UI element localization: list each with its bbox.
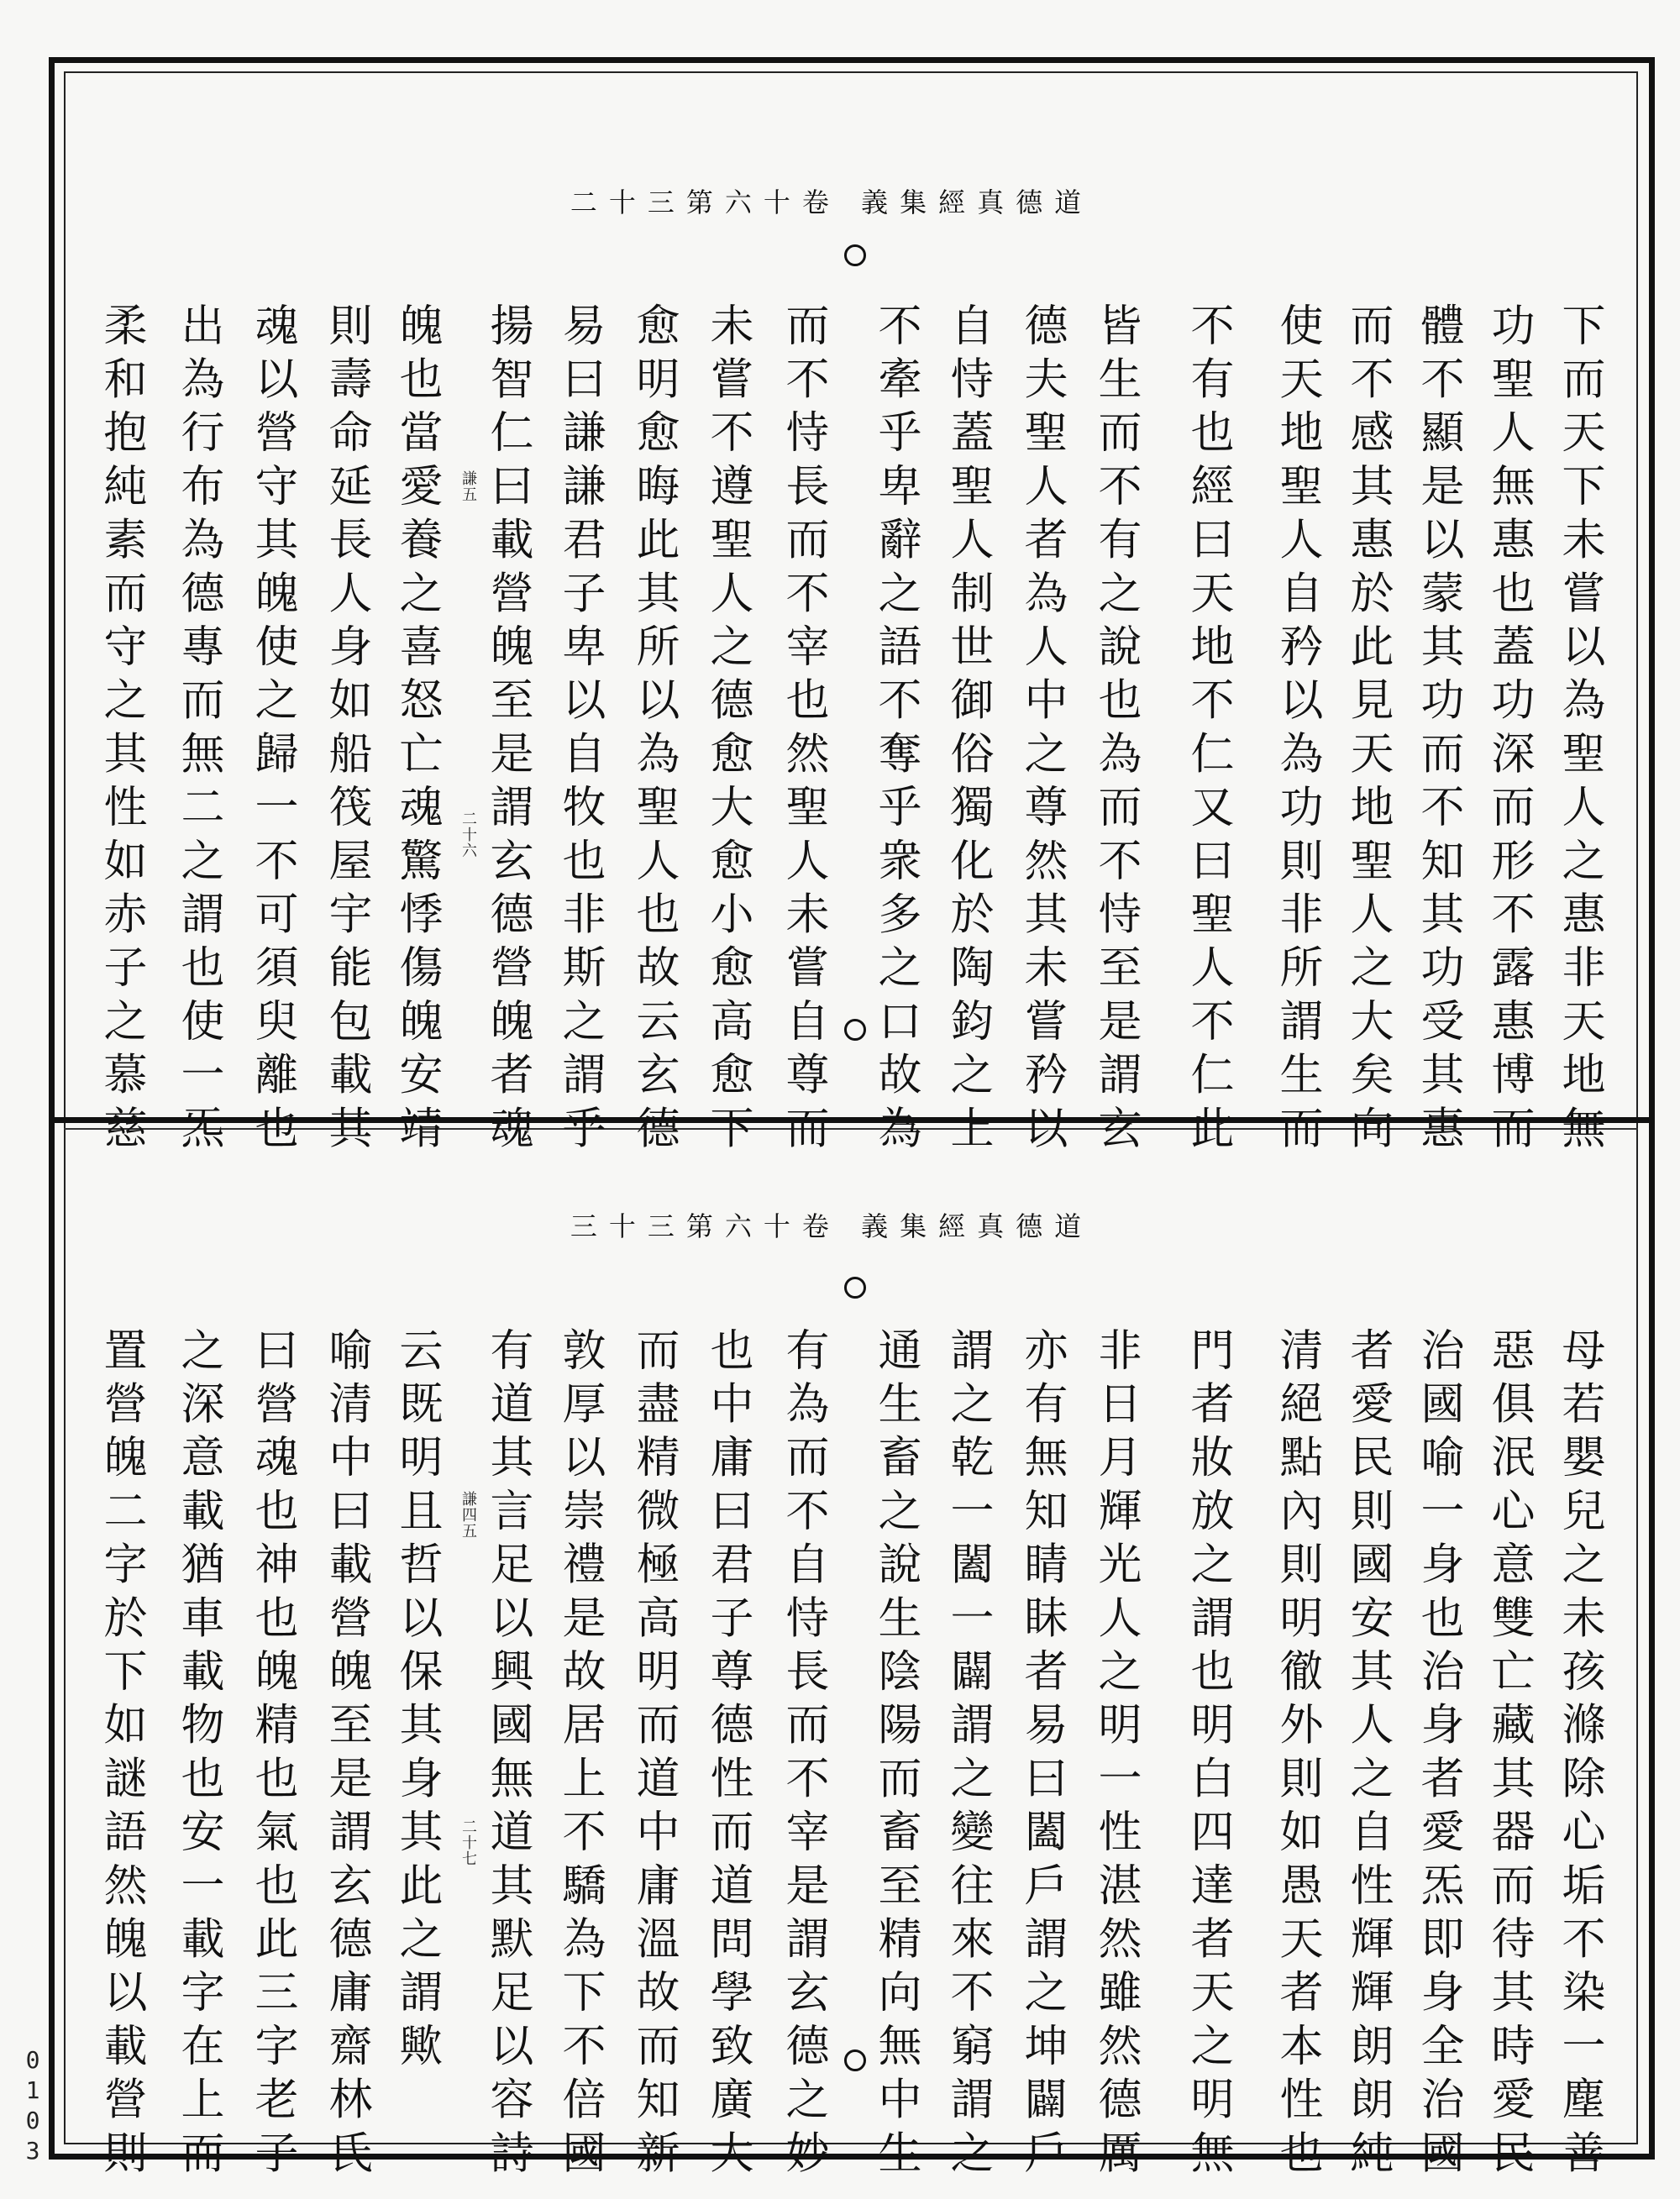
text-column: 而盡精微極高明而道中庸溫故而知新 (628, 1327, 679, 2184)
text-column: 置營魄二字於下如謎語然魄以載營則 (96, 1327, 146, 2184)
text-column: 功聖人無惠也蓋功深而形不露惠博而 (1483, 302, 1534, 1159)
text-column: 敦厚以崇禮是故居上不驕為下不倍國 (554, 1327, 605, 2184)
leaf-number: 二十七 (459, 1819, 477, 1866)
bottom-panel-header: 道德真經集義 卷十六第三十三 (570, 1210, 1094, 1242)
text-column: 非日月輝光人之明一性湛然雖然德厲 (1090, 1327, 1141, 2184)
text-column: 體不顯是以蒙其功而不知其功受其惠 (1413, 302, 1463, 1159)
panel-divider-inner (64, 1128, 1638, 1130)
text-column: 惡俱泯心意雙亡藏其器而待其時愛民 (1483, 1327, 1534, 2184)
top-panel-header: 道德真經集義 卷十六第三十二 (570, 186, 1094, 218)
text-column: 母若嬰兒之未孩滌除心垢不染一塵善 (1554, 1327, 1604, 2184)
text-column: 易曰謙謙君子卑以自牧也非斯之謂乎 (554, 302, 605, 1159)
text-column: 云既明且哲以保其身其此之謂歟 (391, 1327, 442, 2076)
text-column: 者愛民則國安其人之自性輝輝朗朗純 (1342, 1327, 1393, 2184)
text-column: 不有也經曰天地不仁又曰聖人不仁此 (1183, 302, 1233, 1159)
text-column: 謂之乾一闔一闢謂之變往來不窮謂之 (942, 1327, 993, 2184)
text-column: 魂以營守其魄使之歸一不可須臾離也 (247, 302, 297, 1159)
text-column: 治國喻一身也治身者愛炁即身全治國 (1413, 1327, 1463, 2184)
text-column: 也中庸曰君子尊德性而道問學致廣大 (702, 1327, 753, 2184)
text-column: 亦有無知睛眛者易曰闔戶謂之坤闢戶 (1016, 1327, 1067, 2184)
text-column: 不牽乎卑辭之語不奪乎衆多之口故為 (870, 302, 921, 1159)
text-column: 而不感其惠於此見天地聖人之大矣向 (1342, 302, 1393, 1159)
text-column: 使天地聖人自矜以為功則非所謂生而 (1272, 302, 1322, 1159)
text-column: 門者妝放之謂也明白四達者天之明無 (1183, 1327, 1233, 2184)
text-column: 自恃蓋聖人制世御俗獨化於陶鈞之上 (942, 302, 993, 1159)
text-column: 曰營魂也神也魄精也氣也此三字老子 (247, 1327, 297, 2184)
circle-mark-top (844, 244, 866, 266)
text-column: 清絕點內則明徹外則如愚天者本性也 (1272, 1327, 1322, 2184)
leaf-number: 二十六 (459, 811, 477, 858)
leaf-mark: 謙五 (459, 470, 477, 502)
text-column: 而不恃長而不宰也然聖人未嘗自尊而 (778, 302, 828, 1159)
text-column: 有為而不自恃長而不宰是謂玄德之妙 (778, 1327, 828, 2184)
text-column: 喻清中曰載營魄至是謂玄德庸齋林氏 (321, 1327, 371, 2184)
text-column: 柔和抱純素而守之其性如赤子之慕慈 (96, 302, 146, 1159)
leaf-mark: 謙四五 (459, 1491, 477, 1539)
page-border-inner (64, 71, 1638, 2144)
text-column: 出為行布為德專而無二之謂也使一炁 (173, 302, 223, 1159)
page-number: 0103 (25, 2046, 40, 2165)
text-column: 魄也當愛養之喜怒亡魂驚悸傷魄安靖 (391, 302, 442, 1159)
text-column: 未嘗不遵聖人之德愈大愈小愈高愈下 (702, 302, 753, 1159)
text-column: 德夫聖人者為人中之尊然其未嘗矜以 (1016, 302, 1067, 1159)
text-column: 通生畜之說生陰陽而畜至精向無中生 (870, 1327, 921, 2184)
text-column: 之深意載猶車載物也安一載字在上而 (173, 1327, 223, 2184)
circle-mark-top-mid (844, 1019, 866, 1041)
circle-mark-bottom-mid (844, 2049, 866, 2071)
text-column: 有道其言足以興國無道其默足以容詩 (482, 1327, 533, 2184)
text-column: 愈明愈晦此其所以為聖人也故云玄德 (628, 302, 679, 1159)
text-column: 則壽命延長人身如船筏屋宇能包載其 (321, 302, 371, 1159)
text-column: 揚智仁曰載營魄至是謂玄德營魄者魂 (482, 302, 533, 1159)
circle-mark-bottom (844, 1277, 866, 1299)
text-column: 皆生而不有之說也為而不恃至是謂玄 (1090, 302, 1141, 1159)
text-column: 下而天下未嘗以為聖人之惠非天地無 (1554, 302, 1604, 1159)
